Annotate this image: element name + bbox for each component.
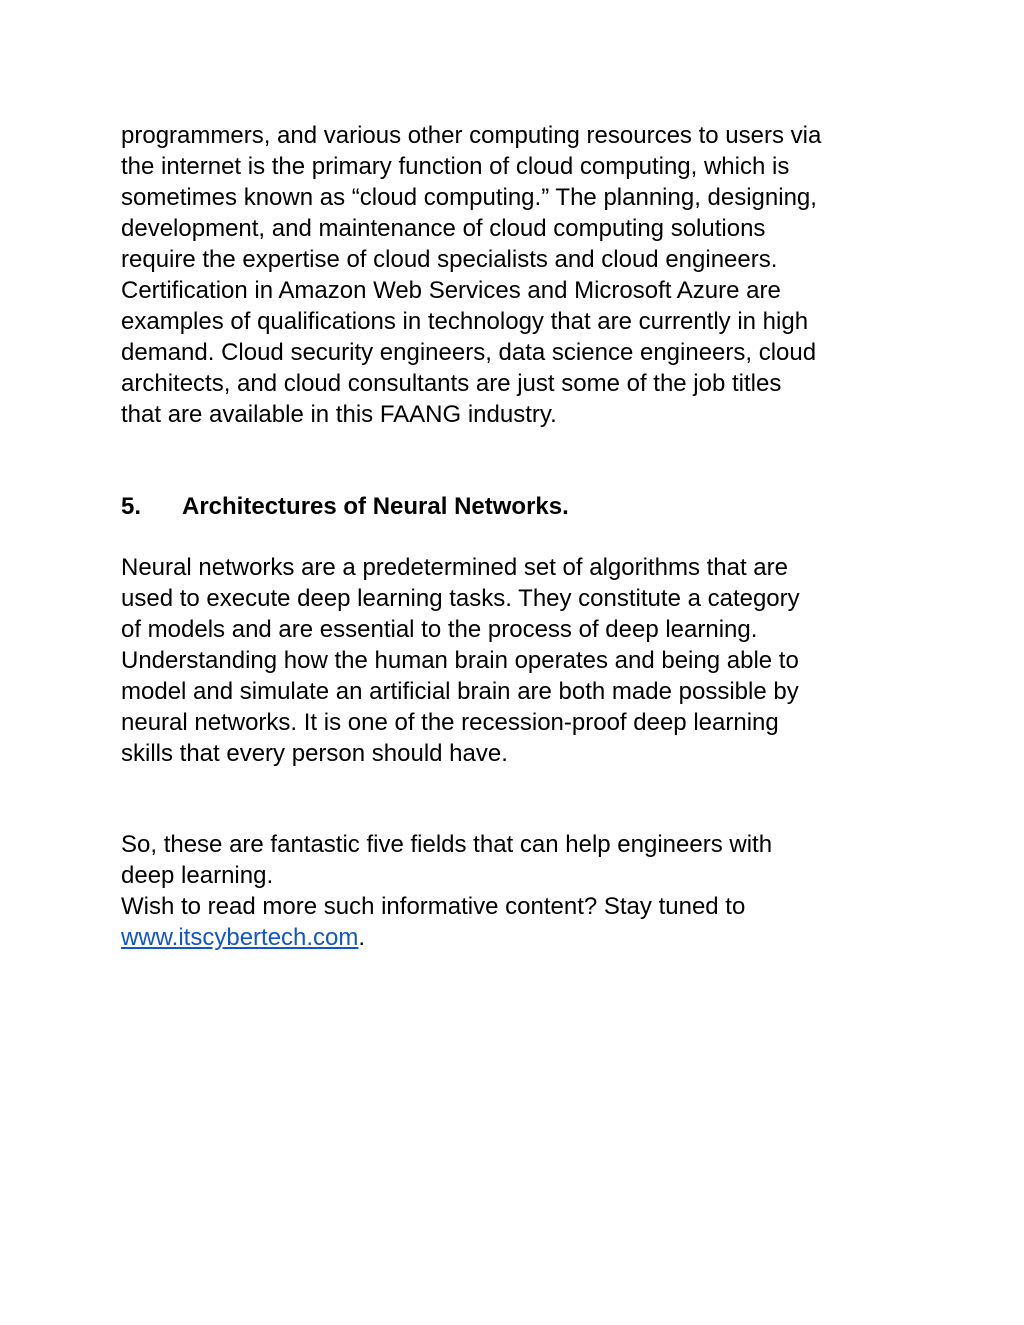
section-title: Architectures of Neural Networks [182, 493, 563, 520]
text-line: sometimes known as “cloud computing.” The planning, designing, [121, 184, 817, 211]
text-line: programmers, and various other computing resources to users via [121, 122, 822, 149]
closing-link-line [121, 922, 745, 953]
text-line: require the expertise of cloud specialists and cloud engineers. [121, 246, 778, 273]
paragraph-cloud-computing [121, 120, 821, 430]
text-line: Understanding how the human brain operates and being able to [121, 647, 799, 674]
text-line: Neural networks are a predetermined set of algorithms that are [121, 554, 788, 581]
text-line: that are available in this FAANG industry. [121, 401, 557, 428]
paragraph-closing [121, 891, 745, 953]
text-line: used to execute deep learning tasks. They constitute a category [121, 585, 800, 612]
paragraph-neural-networks [121, 552, 800, 769]
text-line: skills that every person should have. [121, 740, 508, 767]
text-line: examples of qualifications in technology that are currently in high [121, 308, 809, 335]
text-line: of models and are essential to the process of deep learning. [121, 616, 758, 643]
text-line: So, these are fantastic five fields that can help engineers with [121, 831, 773, 858]
text-line: demand. Cloud security engineers, data science engineers, cloud [121, 339, 817, 366]
section-title-suffix: . [562, 493, 569, 520]
text-line: the internet is the primary function of cloud computing, which is [121, 153, 790, 180]
section-heading [121, 491, 569, 522]
text-line: deep learning. [121, 862, 274, 889]
paragraph-summary [121, 829, 772, 891]
closing-text: Wish to read more such informative content? Stay tuned to [121, 893, 746, 920]
text-line: neural networks. It is one of the recession-proof deep learning [121, 709, 779, 736]
website-link[interactable]: www.itscybertech.com [121, 924, 359, 951]
text-line: Certification in Amazon Web Services and Microsoft Azure are [121, 277, 781, 304]
link-suffix: . [358, 924, 366, 951]
text-line: architects, and cloud consultants are just some of the job titles [121, 370, 782, 397]
text-line: model and simulate an artificial brain are both made possible by [121, 678, 799, 705]
section-number: 5. [121, 493, 142, 520]
text-line: development, and maintenance of cloud computing solutions [121, 215, 766, 242]
